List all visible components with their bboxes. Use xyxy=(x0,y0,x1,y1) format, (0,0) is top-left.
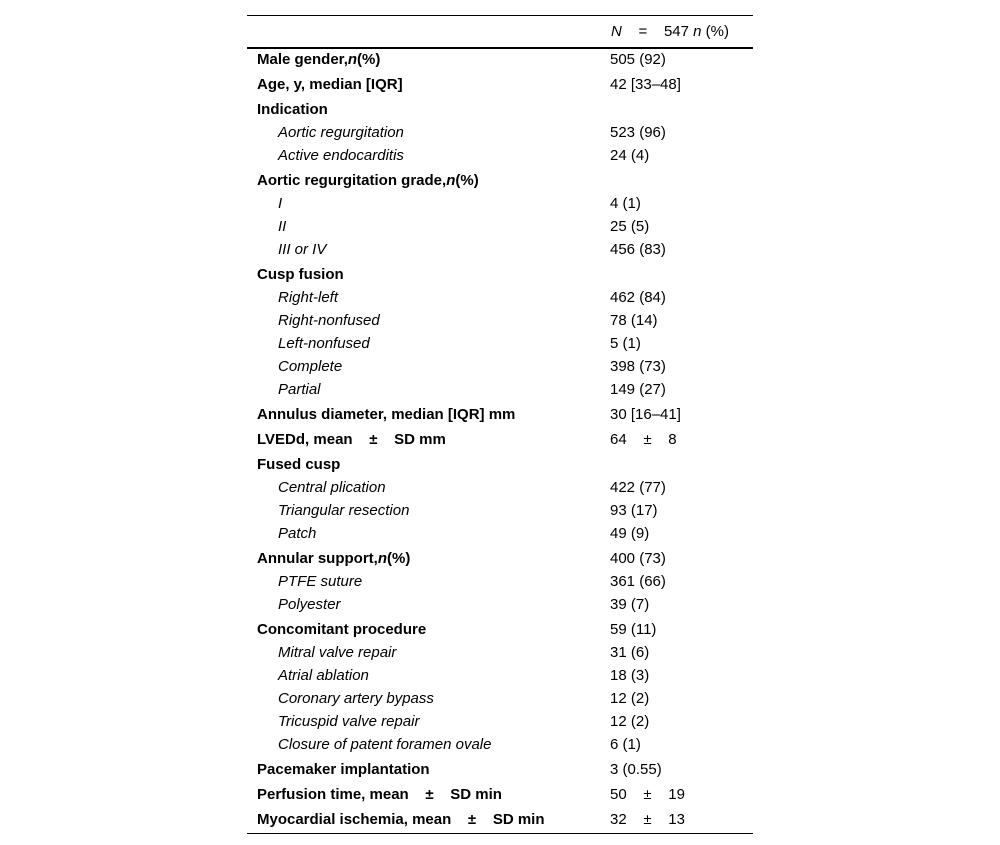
row-label-text: Pacemaker implantation xyxy=(257,761,430,778)
row-label-text: Cusp fusion xyxy=(257,266,344,283)
row-label xyxy=(278,215,286,238)
row-label-suffix: (%) xyxy=(455,172,479,189)
row-label xyxy=(278,144,404,167)
row-label xyxy=(278,570,362,593)
row-label xyxy=(278,192,282,215)
row-value: 4 (1) xyxy=(610,195,641,212)
row-value: 3 (0.55) xyxy=(610,761,662,778)
row-label-text: Patch xyxy=(278,525,317,542)
row-label xyxy=(257,453,340,476)
table-row xyxy=(247,403,753,426)
header-n-small: n xyxy=(693,23,702,40)
table-row xyxy=(247,710,753,733)
table-row xyxy=(247,453,753,476)
row-value: 30 [16–41] xyxy=(610,406,681,423)
row-label-text: Closure of patent foramen ovale xyxy=(278,736,492,753)
row-label-text: Age, y, median [IQR] xyxy=(257,76,403,93)
row-label-text: Perfusion time, mean ± SD min xyxy=(257,786,502,803)
row-label xyxy=(278,238,326,261)
row-label-text: Complete xyxy=(278,358,343,375)
row-label xyxy=(257,73,403,96)
row-label xyxy=(278,286,338,309)
row-value: 31 (6) xyxy=(610,644,650,661)
table-row xyxy=(247,355,753,378)
header-total: 547 xyxy=(663,23,689,40)
table-row xyxy=(247,378,753,401)
row-label-text: Tricuspid valve repair xyxy=(278,713,420,730)
row-label xyxy=(278,499,409,522)
table-row xyxy=(247,593,753,616)
row-label xyxy=(278,355,342,378)
row-label-text: Aortic regurgitation grade, xyxy=(257,172,447,189)
row-label-text: Concomitant procedure xyxy=(257,621,427,638)
row-label-text: Annulus diameter, median [IQR] mm xyxy=(257,406,516,423)
row-value: 361 (66) xyxy=(610,573,666,590)
row-label-text: II xyxy=(278,218,287,235)
row-label-text: Left-nonfused xyxy=(278,335,370,352)
row-label xyxy=(257,547,410,570)
row-label-text: Fused cusp xyxy=(257,456,341,473)
row-label-text: Myocardial ischemia, mean ± SD min xyxy=(257,811,545,828)
table-row xyxy=(247,618,753,641)
row-value: 64 ± 8 xyxy=(610,431,677,448)
row-label xyxy=(278,476,386,499)
row-label-italic: n xyxy=(347,51,358,68)
table-row xyxy=(247,547,753,570)
table-row xyxy=(247,522,753,545)
row-label xyxy=(278,664,369,687)
table-row xyxy=(247,476,753,499)
table-row xyxy=(247,73,753,96)
table-row xyxy=(247,169,753,192)
row-label-italic: n xyxy=(446,172,456,189)
row-value: 24 (4) xyxy=(610,147,650,164)
row-value: 6 (1) xyxy=(610,736,641,753)
table-row xyxy=(247,286,753,309)
row-label-text: Atrial ablation xyxy=(278,667,369,684)
row-value: 5 (1) xyxy=(610,335,641,352)
row-label-text: Right-nonfused xyxy=(278,312,380,329)
row-label-text: III or IV xyxy=(278,241,327,258)
row-label xyxy=(278,687,434,710)
row-label xyxy=(257,263,344,286)
row-label-text: Aortic regurgitation xyxy=(278,124,404,141)
row-value: 39 (7) xyxy=(610,596,650,613)
row-label xyxy=(257,808,545,831)
row-value: 505 (92) xyxy=(610,51,666,68)
row-label-text: LVEDd, mean ± SD mm xyxy=(257,431,446,448)
row-label-text: Coronary artery bypass xyxy=(278,690,434,707)
table-top-rule xyxy=(247,15,753,16)
row-label-text: Partial xyxy=(278,381,321,398)
table-row xyxy=(247,98,753,121)
row-label xyxy=(278,733,491,756)
row-value: 78 (14) xyxy=(610,312,658,329)
row-value: 149 (27) xyxy=(610,381,666,398)
row-label xyxy=(257,758,430,781)
column-header xyxy=(611,23,729,40)
table-row xyxy=(247,687,753,710)
row-label xyxy=(257,783,502,806)
table-row xyxy=(247,499,753,522)
row-label-text: Mitral valve repair xyxy=(278,644,397,661)
row-label-suffix: (%) xyxy=(387,550,411,567)
row-label-text: Triangular resection xyxy=(278,502,410,519)
row-value: 50 ± 19 xyxy=(610,786,685,803)
row-value: 12 (2) xyxy=(610,690,650,707)
header-n-symbol: N xyxy=(611,23,622,40)
row-label-text: Central plication xyxy=(278,479,386,496)
row-label xyxy=(257,403,515,426)
row-label-text: Annular support, xyxy=(257,550,378,567)
table-row xyxy=(247,144,753,167)
table-row xyxy=(247,48,753,71)
row-value: 32 ± 13 xyxy=(610,811,685,828)
row-label xyxy=(278,522,316,545)
header-pct: (%) xyxy=(705,23,729,40)
table-row xyxy=(247,808,753,831)
table-row xyxy=(247,332,753,355)
row-value: 12 (2) xyxy=(610,713,650,730)
row-label-text: Male gender, xyxy=(257,51,348,68)
row-label xyxy=(278,378,321,401)
row-value: 59 (11) xyxy=(610,621,657,638)
row-label-italic: n xyxy=(377,550,387,567)
table-row xyxy=(247,641,753,664)
table-row xyxy=(247,238,753,261)
row-label-text: Right-left xyxy=(278,289,339,306)
row-label-text: PTFE suture xyxy=(278,573,363,590)
row-label-text: Indication xyxy=(257,101,328,118)
row-value: 456 (83) xyxy=(610,241,666,258)
header-equals: = xyxy=(638,23,648,40)
table-row xyxy=(247,428,753,451)
row-value: 18 (3) xyxy=(610,667,650,684)
row-value: 400 (73) xyxy=(610,550,666,567)
row-value: 398 (73) xyxy=(610,358,666,375)
row-label xyxy=(257,428,446,451)
table-row xyxy=(247,263,753,286)
table-row xyxy=(247,733,753,756)
table-row xyxy=(247,121,753,144)
row-value: 25 (5) xyxy=(610,218,650,235)
row-value: 462 (84) xyxy=(610,289,666,306)
row-value: 42 [33–48] xyxy=(610,76,681,93)
table-row xyxy=(247,309,753,332)
table-row xyxy=(247,570,753,593)
row-label xyxy=(278,641,396,664)
row-label xyxy=(257,48,380,71)
table-row xyxy=(247,215,753,238)
row-label-text: Polyester xyxy=(278,596,341,613)
table-row xyxy=(247,758,753,781)
row-label xyxy=(257,169,479,192)
row-label xyxy=(278,332,370,355)
row-label xyxy=(257,98,328,121)
row-label xyxy=(257,618,426,641)
row-label xyxy=(278,121,404,144)
row-label xyxy=(278,309,380,332)
row-value: 523 (96) xyxy=(610,124,666,141)
table-bottom-rule xyxy=(247,833,753,834)
row-value: 422 (77) xyxy=(610,479,666,496)
table-row xyxy=(247,783,753,806)
row-label-text: Active endocarditis xyxy=(278,147,404,164)
row-label-suffix: (%) xyxy=(357,51,381,68)
row-label xyxy=(278,593,341,616)
row-label xyxy=(278,710,419,733)
table-row xyxy=(247,664,753,687)
table-row xyxy=(247,192,753,215)
row-label-text: I xyxy=(278,195,283,212)
row-value: 93 (17) xyxy=(610,502,658,519)
row-value: 49 (9) xyxy=(610,525,650,542)
